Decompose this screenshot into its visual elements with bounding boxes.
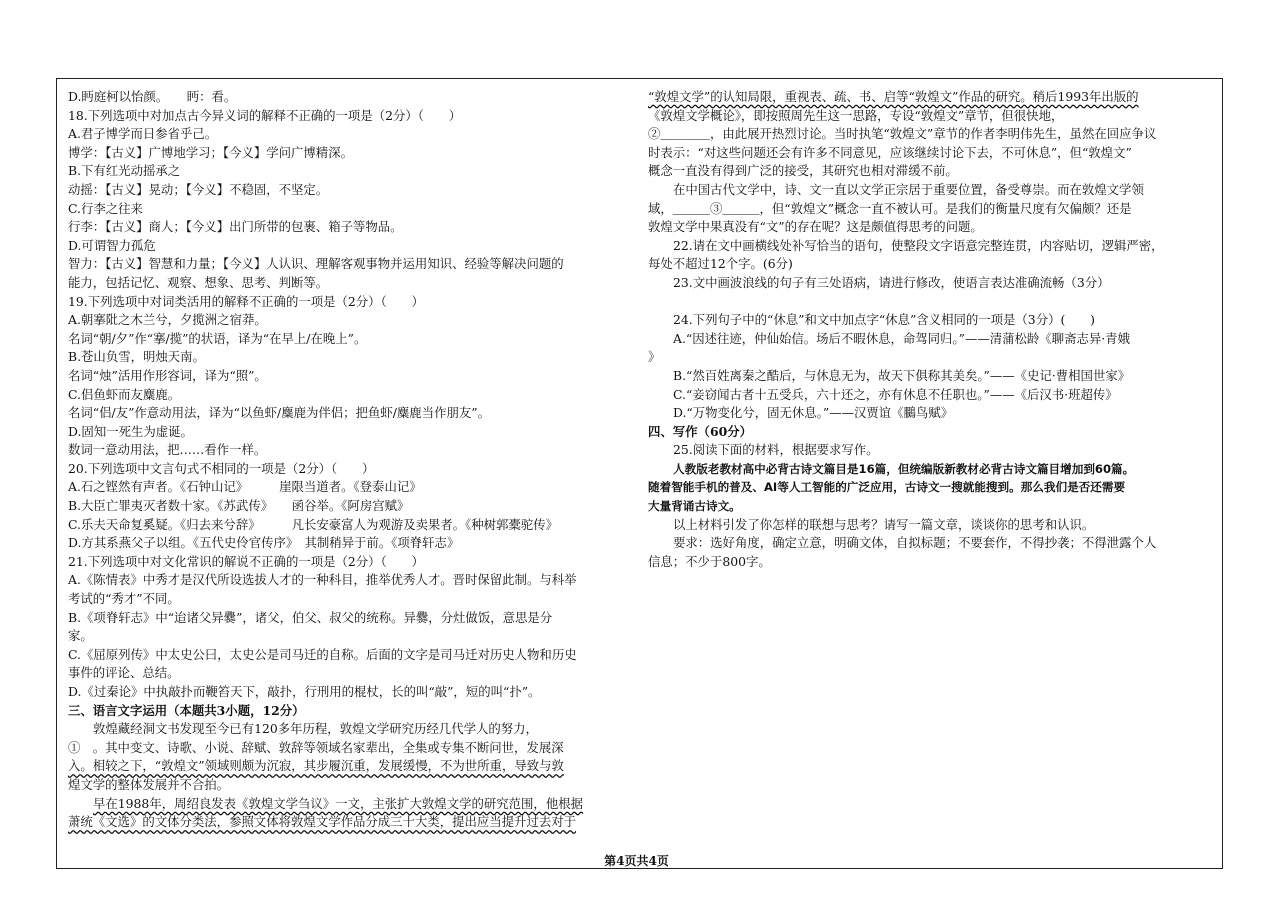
text-line: 以上材料引发了你怎样的联想与思考？请写一篇文章，谈谈你的思考和认识。 <box>673 516 1095 532</box>
text-line: D.“万物变化兮，固无休息。”——汉贾谊《鵩鸟赋》 <box>673 405 954 421</box>
text-line: 19.下列选项中对词类活用的解释不正确的一项是（2分）（ ） <box>68 293 424 309</box>
text-line: D.方其系燕父子以组。《五代史伶官传序》 其制稍异于前。《项脊轩志》 <box>68 535 460 551</box>
text-line: 24.下列句子中的“休息”和文中加点字“休息”含义相同的一项是（3分）( ) <box>673 312 1095 328</box>
text-line: 每处不超过12个字。(6分) <box>648 256 793 272</box>
text-line: D.固知一死生为虚诞。 <box>68 423 193 439</box>
text-line <box>648 293 1208 312</box>
text-line: C.侣鱼虾而友麋鹿。 <box>68 386 181 402</box>
text-line: 25.阅读下面的材料，根据要求写作。 <box>673 442 879 458</box>
text-line: B.下有红光动摇承之 <box>68 163 181 179</box>
text-line: 三、语言文字运用（本题共3小题，12分） <box>68 702 305 718</box>
text-line: 事件的评论、总结。 <box>68 665 180 681</box>
text-line: D.《过秦论》中执敲扑而鞭笞天下，敲扑，行刑用的棍杖，长的叫“敲”，短的叫“扑”。 <box>68 684 541 699</box>
text-line: ① 。其中变文、诗歌、小说、辞赋、敦辞等领域名家辈出，全集或专集不断问世，发展深 <box>68 739 564 755</box>
text-line: 人教版老教材高中必背古诗文篇目是16篇，但统编版新教材必背古诗文篇目增加到60篇。 <box>673 461 1135 476</box>
text-line: B.“然百姓离秦之酷后，与休息无为，故天下俱称其美矣。”——《史记·曹相国世家》 <box>673 367 1131 383</box>
text-line: ②＿＿＿＿，由此展开热烈讨论。当时执笔“敦煌文”章节的作者李明伟先生，虽然在回应争议 <box>648 126 1157 142</box>
text-line: 名词“朝/夕”作“搴/揽”的状语，译为“在早上/在晚上”。 <box>68 330 367 346</box>
text-line: 在中国古代文学中，诗、文一直以文学正宗居于重要位置，备受尊崇。而在敦煌文学领 <box>673 181 1144 197</box>
text-line: 22.请在文中画横线处补写恰当的语句，使整段文字语意完整连贯，内容贴切，逻辑严密， <box>673 237 1164 253</box>
text-line: C.乐夫天命复奚疑。《归去来兮辞》 凡长安豪富人为观游及卖果者。《种树郭橐驼传》 <box>68 516 559 532</box>
text-line: 家。 <box>68 628 93 644</box>
text-line: 能力，包括记忆、观察、想象、思考、判断等。 <box>68 274 329 290</box>
text-line: B.苍山负雪，明烛天南。 <box>68 349 205 365</box>
text-line: 随着智能手机的普及、AI等人工智能的广泛应用，古诗文一搜就能搜到。那么我们是否还需要 <box>648 480 1126 495</box>
text-line: D.眄庭柯以怡颜。 眄：看。 <box>68 89 237 104</box>
text-line: 敦煌藏经洞文书发现至今已有120多年历程，敦煌文学研究历经几代学人的努力， <box>93 721 538 737</box>
text-line: 入。相较之下，“敦煌文”领域则颇为沉寂，其步履沉重，发展缓慢，不为世所重，导致与敦 <box>68 758 564 774</box>
text-line: 名词“烛”活用作形容词，译为“照”。 <box>68 367 267 383</box>
text-line: 时表示：“对这些问题还会有许多不同意见，应该继续讨论下去，不可休息”，但“敦煌文” <box>648 144 1132 160</box>
text-line: 《敦煌文学概论》，即按照周先生这一思路，专设“敦煌文”章节，但很快地， <box>648 107 1064 123</box>
text-line: 敦煌文学中果真没有“文”的存在呢？这是颇值得思考的问题。 <box>648 219 983 235</box>
text-line: 18.下列选项中对加点古今异义词的解释不正确的一项是（2分）（ ） <box>68 107 462 123</box>
text-line: 煌文学的整体发展并不合拍。 <box>68 776 230 792</box>
text-line: 20.下列选项中文言句式不相同的一项是（2分）（ ） <box>68 460 375 476</box>
text-line: 博学：【古义】广博地学习；【今义】学问广博精深。 <box>68 144 353 160</box>
text-line: 数词一意动用法，把……看作一样。 <box>68 442 267 458</box>
text-line: B.大臣亡罪夷灭者数十家。《苏武传》 函谷举。《阿房宫赋》 <box>68 498 410 514</box>
left-column <box>68 88 624 832</box>
page-footer: 第4页共4页 <box>604 854 669 868</box>
text-line: 域，＿＿＿③＿＿＿，但“敦煌文”概念一直不被认可。是我们的衡量尺度有欠偏颇？还是 <box>648 200 1132 216</box>
text-line: 要求：选好角度，确定立意，明确文体，自拟标题；不要套作，不得抄袭；不得泄露个人 <box>673 535 1157 551</box>
text-line: 信息；不少于800字。 <box>648 553 771 569</box>
text-line: A.朝搴阰之木兰兮，夕揽洲之宿莽。 <box>68 312 267 328</box>
text-line: 23.文中画波浪线的句子有三处语病，请进行修改，使语言表达准确流畅（3分） <box>673 274 1110 290</box>
text-line: A.“因述往迹，仲仙始信。场后不暇休息，命驾同归。”——清蒲松龄《聊斋志异·青娥 <box>673 330 1130 346</box>
text-line: 名词“侣/友”作意动用法，译为“以鱼虾/麋鹿为伴侣；把鱼虾/麋鹿当作朋友”。 <box>68 405 490 421</box>
text-line: C.“妾窃闻古者十五受兵，六十还之，亦有休息不任职也。”——《后汉书·班超传》 <box>673 386 1118 402</box>
text-line: A.君子博学而日参省乎己。 <box>68 126 218 142</box>
text-line: B.《项脊轩志》中“迨诸父异爨”，诸父，伯父、叔父的统称。异爨，分灶做饭，意思是分 <box>68 609 553 625</box>
text-line: A.石之铿然有声者。《石钟山记》 崖限当道者。《登泰山记》 <box>68 479 422 495</box>
right-column <box>648 88 1208 571</box>
text-line: C.《屈原列传》中太史公曰，太史公是司马迁的自称。后面的文字是司马迁对历史人物和历史 <box>68 646 577 662</box>
text-line: 四、写作（60分） <box>648 423 752 439</box>
text-line: 萧统《文选》的文体分类法，参照文体将敦煌文学作品分成三十大类，提出应当提升过去对于 <box>68 814 577 830</box>
text-line: 早在1988年，周绍良发表《敦煌文学刍议》一文，主张扩大敦煌文学的研究范围，他根据 <box>93 795 583 811</box>
text-line: A.《陈情表》中秀才是汉代所设选拔人才的一种科目，推举优秀人才。晋时保留此制。与科举 <box>68 572 577 588</box>
text-line: 概念一直没有得到广泛的接受，其研究也相对滞缓不前。 <box>648 163 958 179</box>
text-line: 智力：【古义】智慧和力量；【今义】人认识、理解客观事物并运用知识、经验等解决问题的 <box>68 256 564 272</box>
text-line: 考试的“秀才”不同。 <box>68 591 180 607</box>
text-line: 大量背诵古诗文。 <box>648 499 741 514</box>
text-line: 行李：【古义】商人；【今义】出门所带的包裹、箱子等物品。 <box>68 219 403 235</box>
text-line: C.行李之往来 <box>68 200 143 216</box>
text-line: 》 <box>648 349 661 365</box>
text-line: D.可谓智力孤危 <box>68 237 156 253</box>
text-line: 21.下列选项中对文化常识的解说不正确的一项是（2分）（ ） <box>68 553 424 569</box>
text-line: “敦煌文学”的认知局限，重视表、疏、书、启等“敦煌文”作品的研究。稍后1993年出版的 <box>648 89 1139 104</box>
text-line: 动摇：【古义】晃动；【今义】不稳固，不坚定。 <box>68 181 329 197</box>
